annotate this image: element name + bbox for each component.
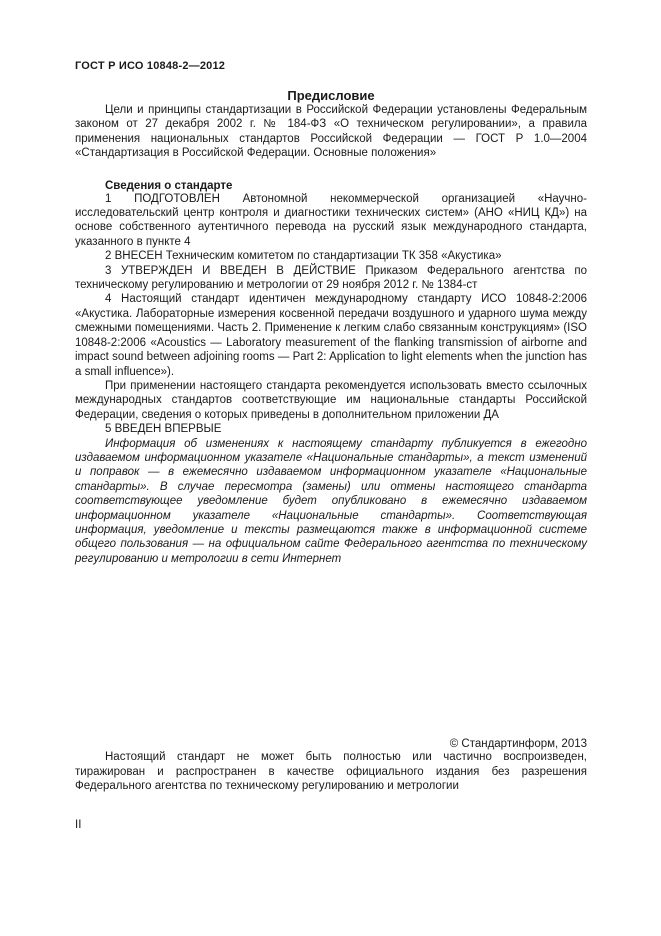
page-number: II — [75, 819, 82, 832]
changes-publication-note: Информация об изменениях к настоящему стандарту публикуется в ежегодно издаваемом информационном указателе «Национальные стандарты», а текст изменений и поправок — в ежемесячно издаваемом информационном указателе «Национальные стандарты». В случае пересмотра (замены) или отмены настоящего стандарта соответствующее уведомление будет опубликовано в ежемесячно издаваемом информационном указателе «Национальные стандарты». Соответствующая информация, уведомление и тексты размещаются также в информационной системе общего пользования — на официальном сайте Федерального агентства по техническому регулированию и метрологии в сети Интернет — [75, 437, 587, 565]
page-title: Предисловие — [287, 88, 375, 103]
section-heading: Сведения о стандарте — [105, 179, 233, 192]
standard-info-item-3: 3 УТВЕРЖДЕН И ВВЕДЕН В ДЕЙСТВИЕ Приказом Федерального агентства по техническому регулированию и метрологии от 29 ноября 2012 г. № 1384-ст — [75, 264, 587, 292]
copyright-line: © Стандартинформ, 2013 — [449, 738, 587, 751]
reproduction-restriction: Настоящий стандарт не может быть полностью или частично воспроизведен, тиражирован и распространен в качестве официального издания без разрешения Федерального агентства по техническому регулированию и метрологии — [75, 751, 587, 792]
standard-info-item-4-continuation: При применении настоящего стандарта рекомендуется использовать вместо ссылочных международных стандартов соответствующие им национальные стандарты Российской Федерации, сведения о которых приведены в дополнительном приложении ДА — [75, 379, 587, 421]
standard-info-item-5: 5 ВВЕДЕН ВПЕРВЫЕ — [105, 423, 222, 436]
standard-info-item-4: 4 Настоящий стандарт идентичен международному стандарту ИСО 10848-2:2006 «Акустика. Лабораторные измерения косвенной передачи воздушного и ударного шума между смежными помещениями. Часть 2. Применение к легким слабо связанным конструкциям» (ISO 10848-2:2006 «Acoustics — Laboratory measurement of the flanking transmission of airborne and impact sound between adjoining rooms — Part 2: Application to light elements when the junction has a small influence»). — [75, 293, 587, 378]
standard-info-item-2: 2 ВНЕСЕН Техническим комитетом по стандартизации ТК 358 «Акустика» — [105, 250, 502, 263]
doc-code: ГОСТ Р ИСО 10848-2—2012 — [75, 60, 226, 72]
intro-paragraph: Цели и принципы стандартизации в Российской Федерации установлены Федеральным законом от 27 декабря 2002 г. № 184-ФЗ «О техническом регулировании», а правила применения национальных стандартов Российской Федерации — ГОСТ Р 1.0—2004 «Стандартизация в Российской Федерации. Основные положения» — [75, 104, 587, 160]
standard-info-item-1: 1 ПОДГОТОВЛЕН Автономной некоммерческой организацией «Научно-исследовательский центр контроля и диагностики технических систем» (АНО «НИЦ КД») на основе собственного аутентичного перевода на русский язык международного стандарта, указанного в пункте 4 — [75, 192, 587, 248]
